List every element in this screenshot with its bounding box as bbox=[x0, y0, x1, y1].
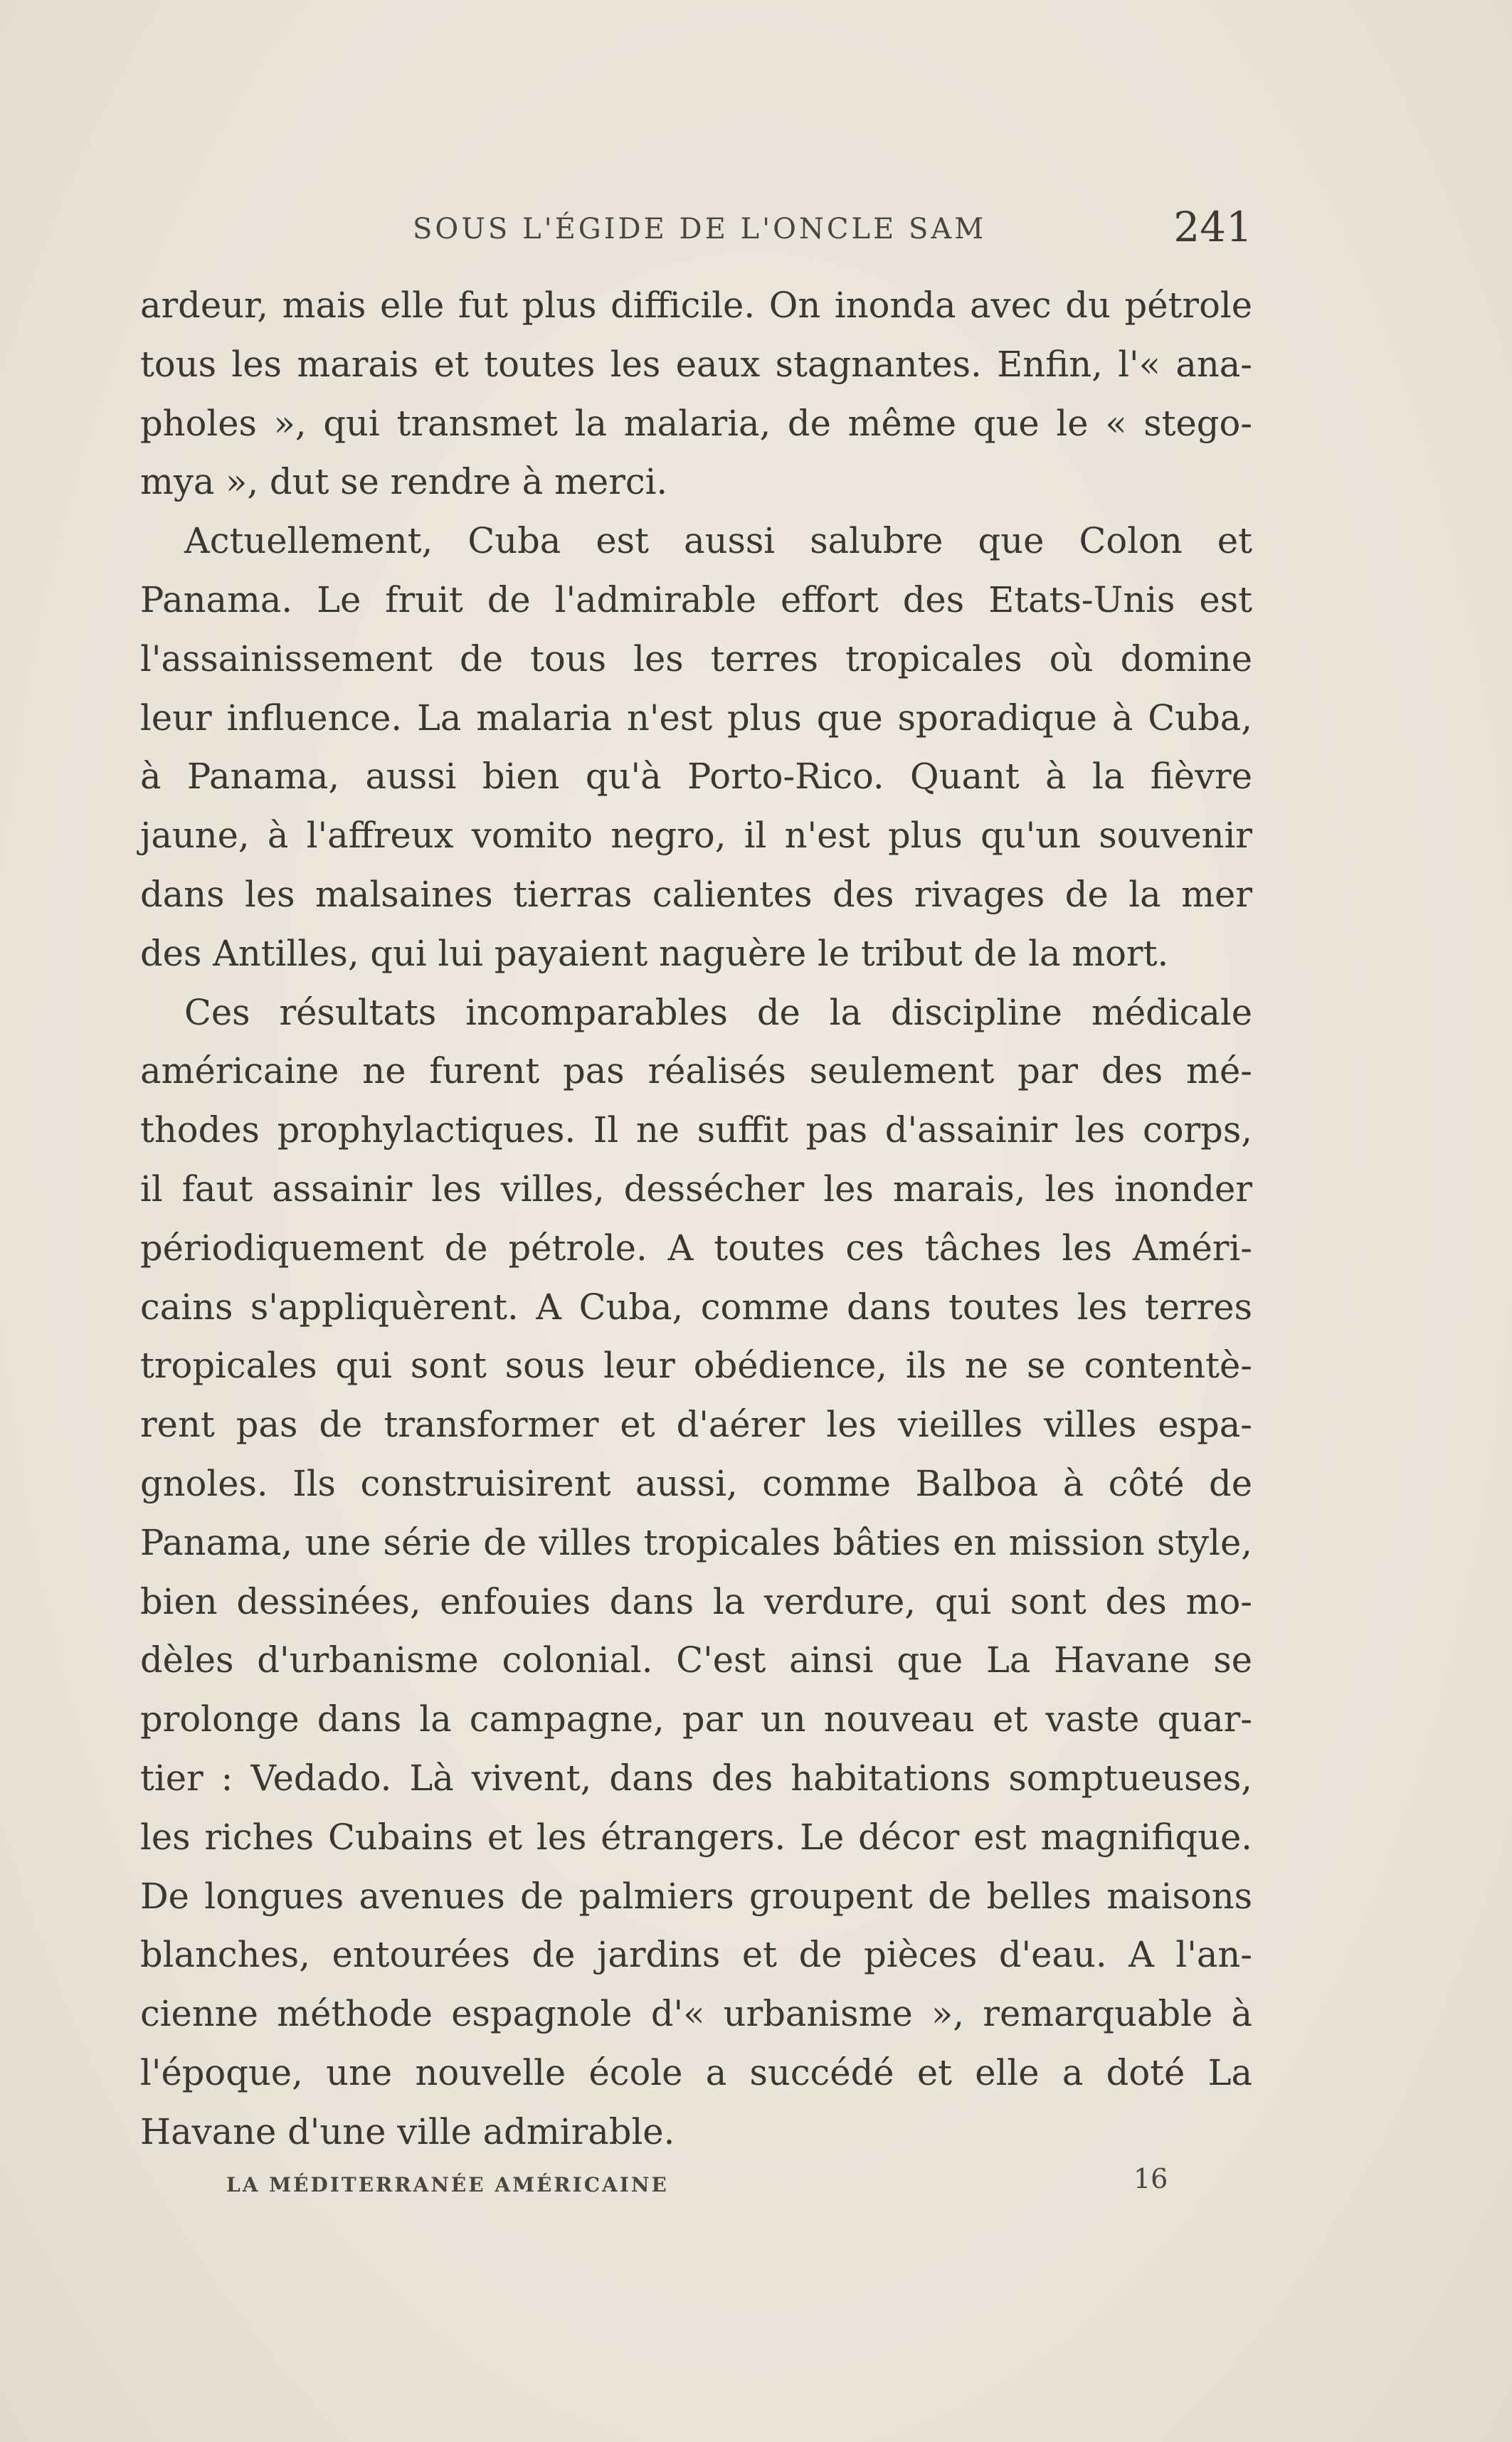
text-line: blanches, entourées de jardins et de pièces d'eau. A l'an- bbox=[140, 1934, 1252, 1976]
text-line: Panama, une série de villes tropicales bâties en mission style, bbox=[140, 1521, 1252, 1563]
text-line: l'époque, une nouvelle école a succédé et elle a doté La bbox=[140, 2051, 1252, 2093]
text-line: Actuellement, Cuba est aussi salubre que Colon et bbox=[184, 520, 1252, 562]
text-line: il faut assainir les villes, dessécher les marais, les inonder bbox=[140, 1168, 1252, 1210]
text-line: pholes », qui transmet la malaria, de même que le « stego- bbox=[140, 402, 1252, 444]
text-line: jaune, à l'affreux vomito negro, il n'est plus qu'un souvenir bbox=[140, 815, 1252, 857]
text-line: l'assainissement de tous les terres tropicales où domine bbox=[140, 638, 1252, 680]
text-line: gnoles. Ils construisirent aussi, comme Balboa à côté de bbox=[140, 1462, 1252, 1504]
text-line: ardeur, mais elle fut plus difficile. On inonda avec du pétrole bbox=[140, 285, 1252, 326]
running-title: SOUS L'ÉGIDE DE L'ONCLE SAM bbox=[413, 213, 987, 245]
text-line: Panama. Le fruit de l'admirable effort des Etats-Unis est bbox=[140, 578, 1252, 620]
text-line: mya », dut se rendre à merci. bbox=[140, 461, 668, 503]
page-number: 241 bbox=[1173, 203, 1252, 251]
text-line: périodiquement de pétrole. A toutes ces tâches les Améri- bbox=[140, 1227, 1252, 1269]
text-line: cienne méthode espagnole d'« urbanisme », remarquable à bbox=[140, 1993, 1252, 2035]
running-header bbox=[142, 203, 1252, 260]
text-line: dans les malsaines tierras calientes des rivages de la mer bbox=[140, 873, 1252, 915]
text-line: les riches Cubains et les étrangers. Le décor est magnifique. bbox=[140, 1816, 1252, 1858]
text-line: des Antilles, qui lui payaient naguère le tribut de la mort. bbox=[140, 932, 1169, 974]
text-line: Ces résultats incomparables de la discipline médicale bbox=[184, 991, 1252, 1033]
text-line: tous les marais et toutes les eaux stagnantes. Enfin, l'« ana- bbox=[140, 343, 1252, 385]
text-line: De longues avenues de palmiers groupent de belles maisons bbox=[140, 1875, 1252, 1917]
text-line: à Panama, aussi bien qu'à Porto-Rico. Quant à la fièvre bbox=[140, 756, 1252, 798]
text-line: dèles d'urbanisme colonial. C'est ainsi que La Havane se bbox=[140, 1639, 1252, 1681]
text-line: tier : Vedado. Là vivent, dans des habitations somptueuses, bbox=[140, 1757, 1252, 1799]
text-line: thodes prophylactiques. Il ne suffit pas d'assainir les corps, bbox=[140, 1109, 1252, 1151]
text-line: bien dessinées, enfouies dans la verdure, qui sont des mo- bbox=[140, 1580, 1252, 1622]
body-text bbox=[140, 276, 1252, 2162]
text-line: cains s'appliquèrent. A Cuba, comme dans toutes les terres bbox=[140, 1286, 1252, 1328]
page-footer bbox=[226, 2163, 1168, 2206]
text-line: américaine ne furent pas réalisés seulement par des mé- bbox=[140, 1050, 1252, 1092]
signature-mark: 16 bbox=[1133, 2163, 1168, 2194]
text-line: tropicales qui sont sous leur obédience, ils ne se contentè- bbox=[140, 1345, 1252, 1387]
text-line: prolonge dans la campagne, par un nouveau et vaste quar- bbox=[140, 1698, 1252, 1740]
text-line: Havane d'une ville admirable. bbox=[140, 2110, 675, 2152]
footer-book-title: LA MÉDITERRANÉE AMÉRICAINE bbox=[226, 2173, 669, 2197]
text-line: leur influence. La malaria n'est plus que sporadique à Cuba, bbox=[140, 697, 1252, 739]
text-line: rent pas de transformer et d'aérer les vieilles villes espa- bbox=[140, 1404, 1252, 1446]
